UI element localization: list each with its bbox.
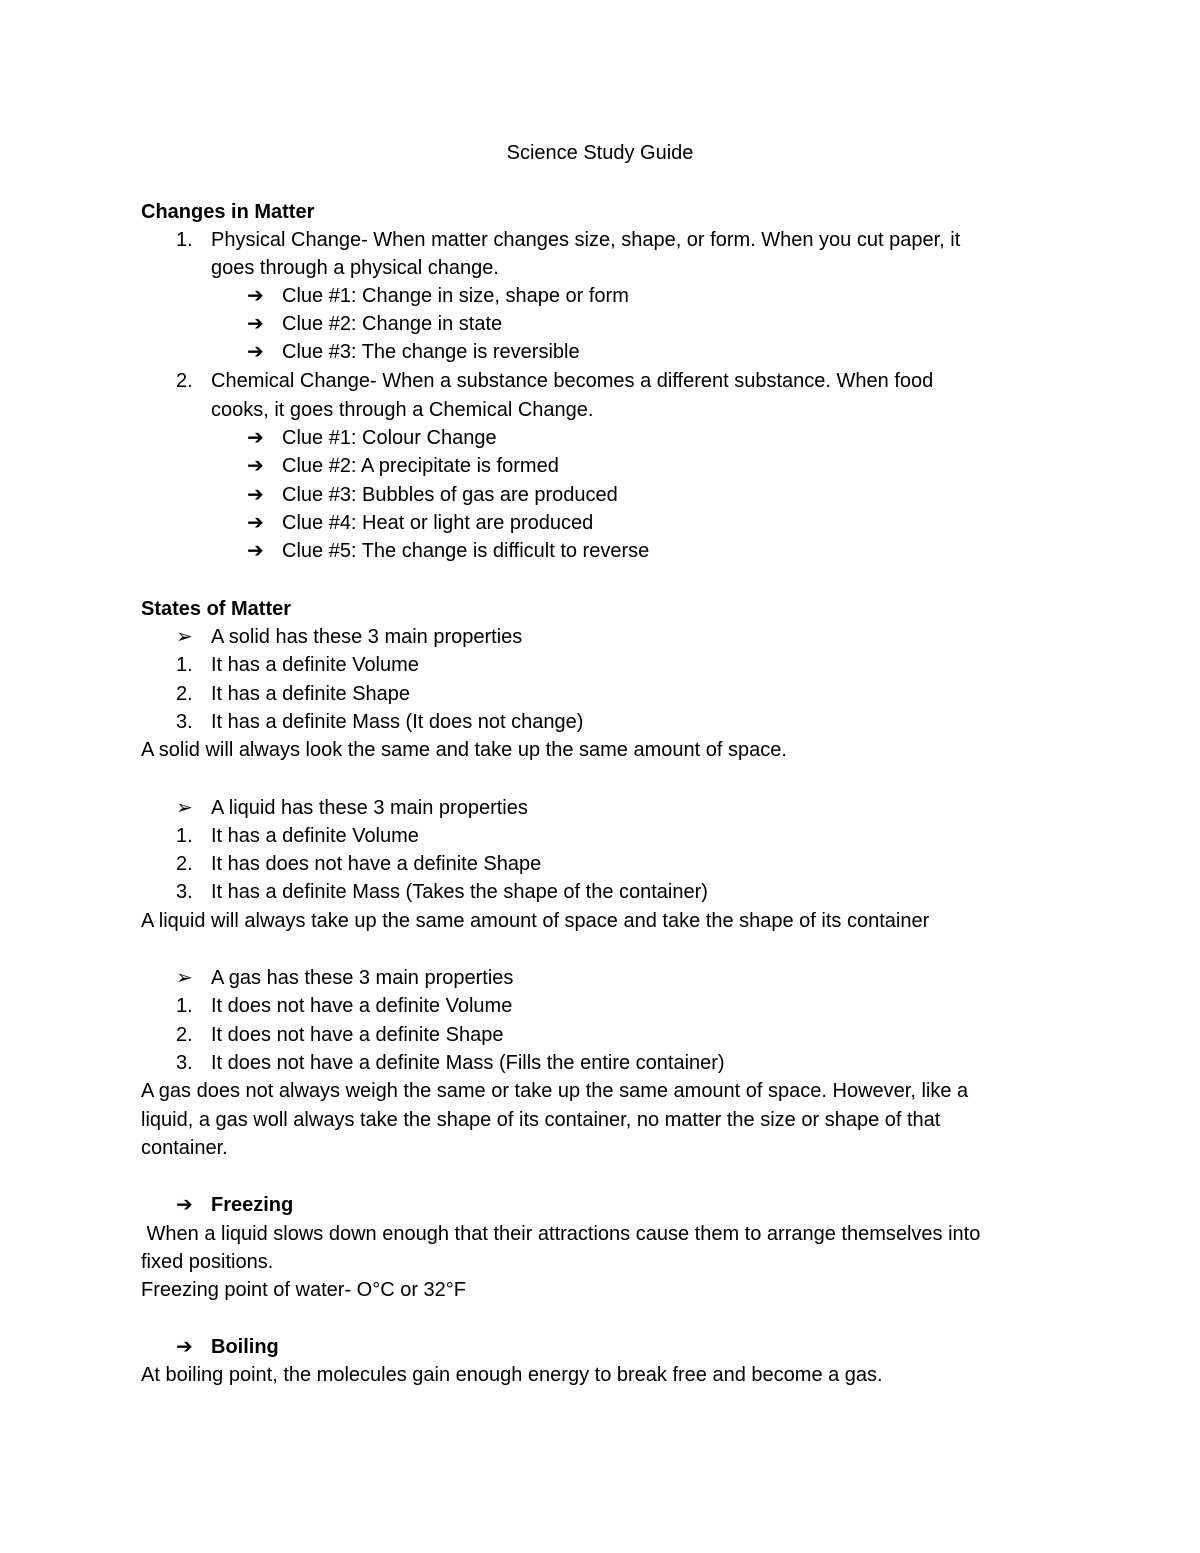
gas-intro: A gas has these 3 main properties: [211, 967, 514, 989]
physical-change-text: Physical Change- When matter changes size, shape, or form. When you cut paper, it: [211, 229, 961, 251]
list-number: 3.: [176, 711, 193, 733]
arrow-icon: ➔: [247, 341, 264, 363]
liquid-summary: A liquid will always take up the same amount of space and take the shape of its container: [141, 910, 930, 932]
freezing-point: Freezing point of water- O°C or 32°F: [141, 1279, 467, 1301]
arrow-icon: ➔: [176, 1194, 193, 1216]
solid-property-1: It has a definite Volume: [211, 654, 419, 676]
liquid-property-1: It has a definite Volume: [211, 825, 419, 847]
physical-clue-3: Clue #3: The change is reversible: [282, 341, 580, 363]
arrow-icon: ➔: [247, 540, 264, 562]
list-number: 2.: [176, 370, 193, 392]
freezing-heading: Freezing: [211, 1194, 294, 1216]
liquid-property-2: It has does not have a definite Shape: [211, 853, 542, 875]
list-number: 3.: [176, 881, 193, 903]
physical-change-text-cont: goes through a physical change.: [211, 257, 499, 279]
gas-summary-line-2: liquid, a gas woll always take the shape of its container, no matter the size or shape of that: [141, 1109, 941, 1131]
solid-summary: A solid will always look the same and take up the same amount of space.: [141, 739, 787, 761]
gas-property-1: It does not have a definite Volume: [211, 995, 513, 1017]
list-number: 1.: [176, 654, 193, 676]
triangle-bullet-icon: ➢: [176, 967, 193, 989]
arrow-icon: ➔: [247, 427, 264, 449]
solid-property-2: It has a definite Shape: [211, 683, 411, 705]
list-number: 1.: [176, 229, 193, 251]
list-number: 2.: [176, 683, 193, 705]
list-number: 3.: [176, 1052, 193, 1074]
triangle-bullet-icon: ➢: [176, 626, 193, 648]
list-number: 2.: [176, 853, 193, 875]
chemical-clue-2: Clue #2: A precipitate is formed: [282, 455, 559, 477]
freezing-text-line-2: fixed positions.: [141, 1251, 274, 1273]
gas-property-2: It does not have a definite Shape: [211, 1024, 504, 1046]
physical-clue-1: Clue #1: Change in size, shape or form: [282, 285, 629, 307]
gas-property-3: It does not have a definite Mass (Fills the entire container): [211, 1052, 725, 1074]
boiling-text: At boiling point, the molecules gain enough energy to break free and become a gas.: [141, 1364, 883, 1386]
chemical-change-text: Chemical Change- When a substance becomes a different substance. When food: [211, 370, 934, 392]
document-title: Science Study Guide: [506, 142, 694, 164]
gas-summary-line-3: container.: [141, 1137, 228, 1159]
solid-intro: A solid has these 3 main properties: [211, 626, 523, 648]
changes-heading: Changes in Matter: [141, 201, 315, 223]
arrow-icon: ➔: [247, 512, 264, 534]
liquid-property-3: It has a definite Mass (Takes the shape of the container): [211, 881, 708, 903]
physical-clue-2: Clue #2: Change in state: [282, 313, 503, 335]
chemical-clue-4: Clue #4: Heat or light are produced: [282, 512, 594, 534]
freezing-text-line-1: When a liquid slows down enough that their attractions cause them to arrange themselves into: [141, 1223, 981, 1245]
chemical-clue-5: Clue #5: The change is difficult to reverse: [282, 540, 650, 562]
gas-summary-line-1: A gas does not always weigh the same or take up the same amount of space. However, like a: [141, 1080, 969, 1102]
states-heading: States of Matter: [141, 598, 292, 620]
chemical-clue-3: Clue #3: Bubbles of gas are produced: [282, 484, 618, 506]
boiling-heading: Boiling: [211, 1336, 279, 1358]
arrow-icon: ➔: [247, 455, 264, 477]
arrow-icon: ➔: [247, 285, 264, 307]
chemical-clue-1: Clue #1: Colour Change: [282, 427, 497, 449]
liquid-intro: A liquid has these 3 main properties: [211, 797, 528, 819]
solid-property-3: It has a definite Mass (It does not change): [211, 711, 584, 733]
arrow-icon: ➔: [247, 313, 264, 335]
chemical-change-text-cont: cooks, it goes through a Chemical Change.: [211, 399, 594, 421]
list-number: 1.: [176, 995, 193, 1017]
list-number: 2.: [176, 1024, 193, 1046]
triangle-bullet-icon: ➢: [176, 797, 193, 819]
arrow-icon: ➔: [176, 1336, 193, 1358]
arrow-icon: ➔: [247, 484, 264, 506]
list-number: 1.: [176, 825, 193, 847]
